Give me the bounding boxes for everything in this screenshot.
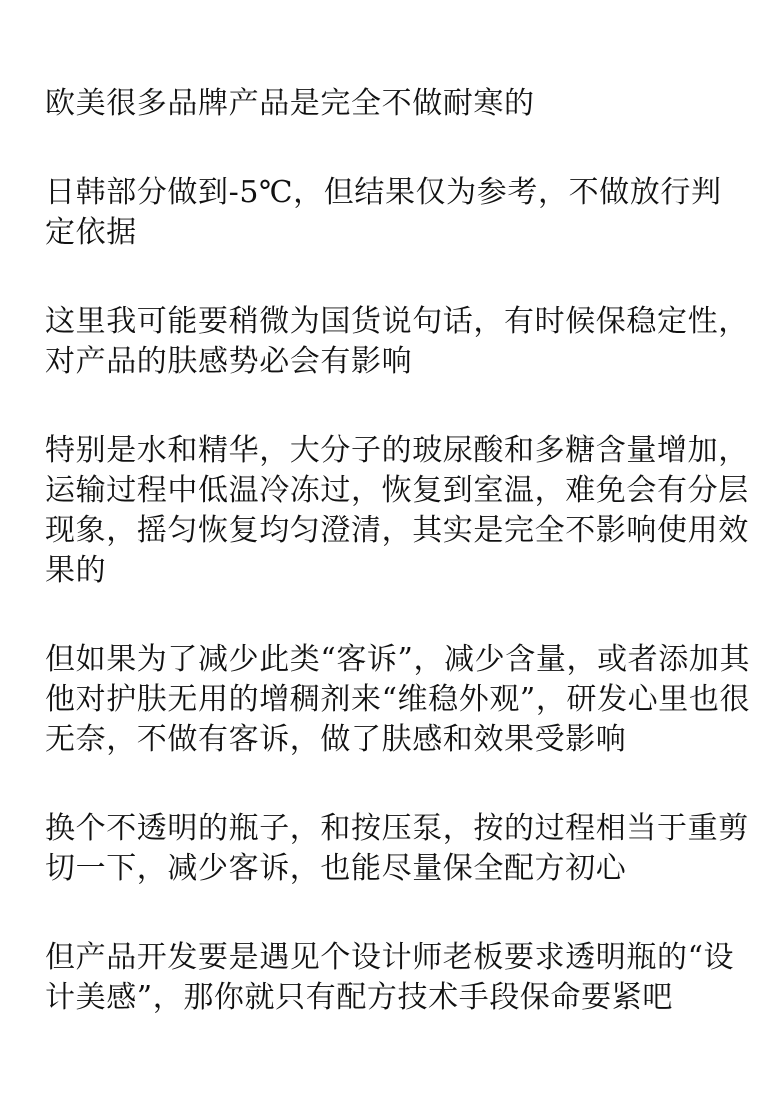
paragraph-water-essence: 特别是水和精华，大分子的玻尿酸和多糖含量增加，运输过程中低温冷冻过，恢复到室温，难免会有分层现象，摇匀恢复均匀澄清，其实是完全不影响使用效果的 <box>45 433 749 588</box>
paragraph-transparent-bottle: 但产品开发要是遇见个设计师老板要求透明瓶的“设计美感”，那你就只有配方技术手段保命要紧吧 <box>45 940 735 1015</box>
paragraph-opaque-bottle: 换个不透明的瓶子，和按压泵，按的过程相当于重剪切一下，减少客诉，也能尽量保全配方初心 <box>45 811 749 886</box>
paragraph-japan-korea: 日韩部分做到-5℃，但结果仅为参考，不做放行判定依据 <box>45 175 722 250</box>
paragraph-western-brands: 欧美很多品牌产品是完全不做耐寒的 <box>45 86 535 121</box>
paragraph-complaints: 但如果为了减少此类“客诉”，减少含量，或者添加其他对护肤无用的增稠剂来“维稳外观”，研发心里也很无奈，不做有客诉，做了肤感和效果受影响 <box>45 642 751 757</box>
paragraph-domestic-brands: 这里我可能要稍微为国货说句话，有时候保稳定性，对产品的肤感势必会有影响 <box>45 304 749 379</box>
